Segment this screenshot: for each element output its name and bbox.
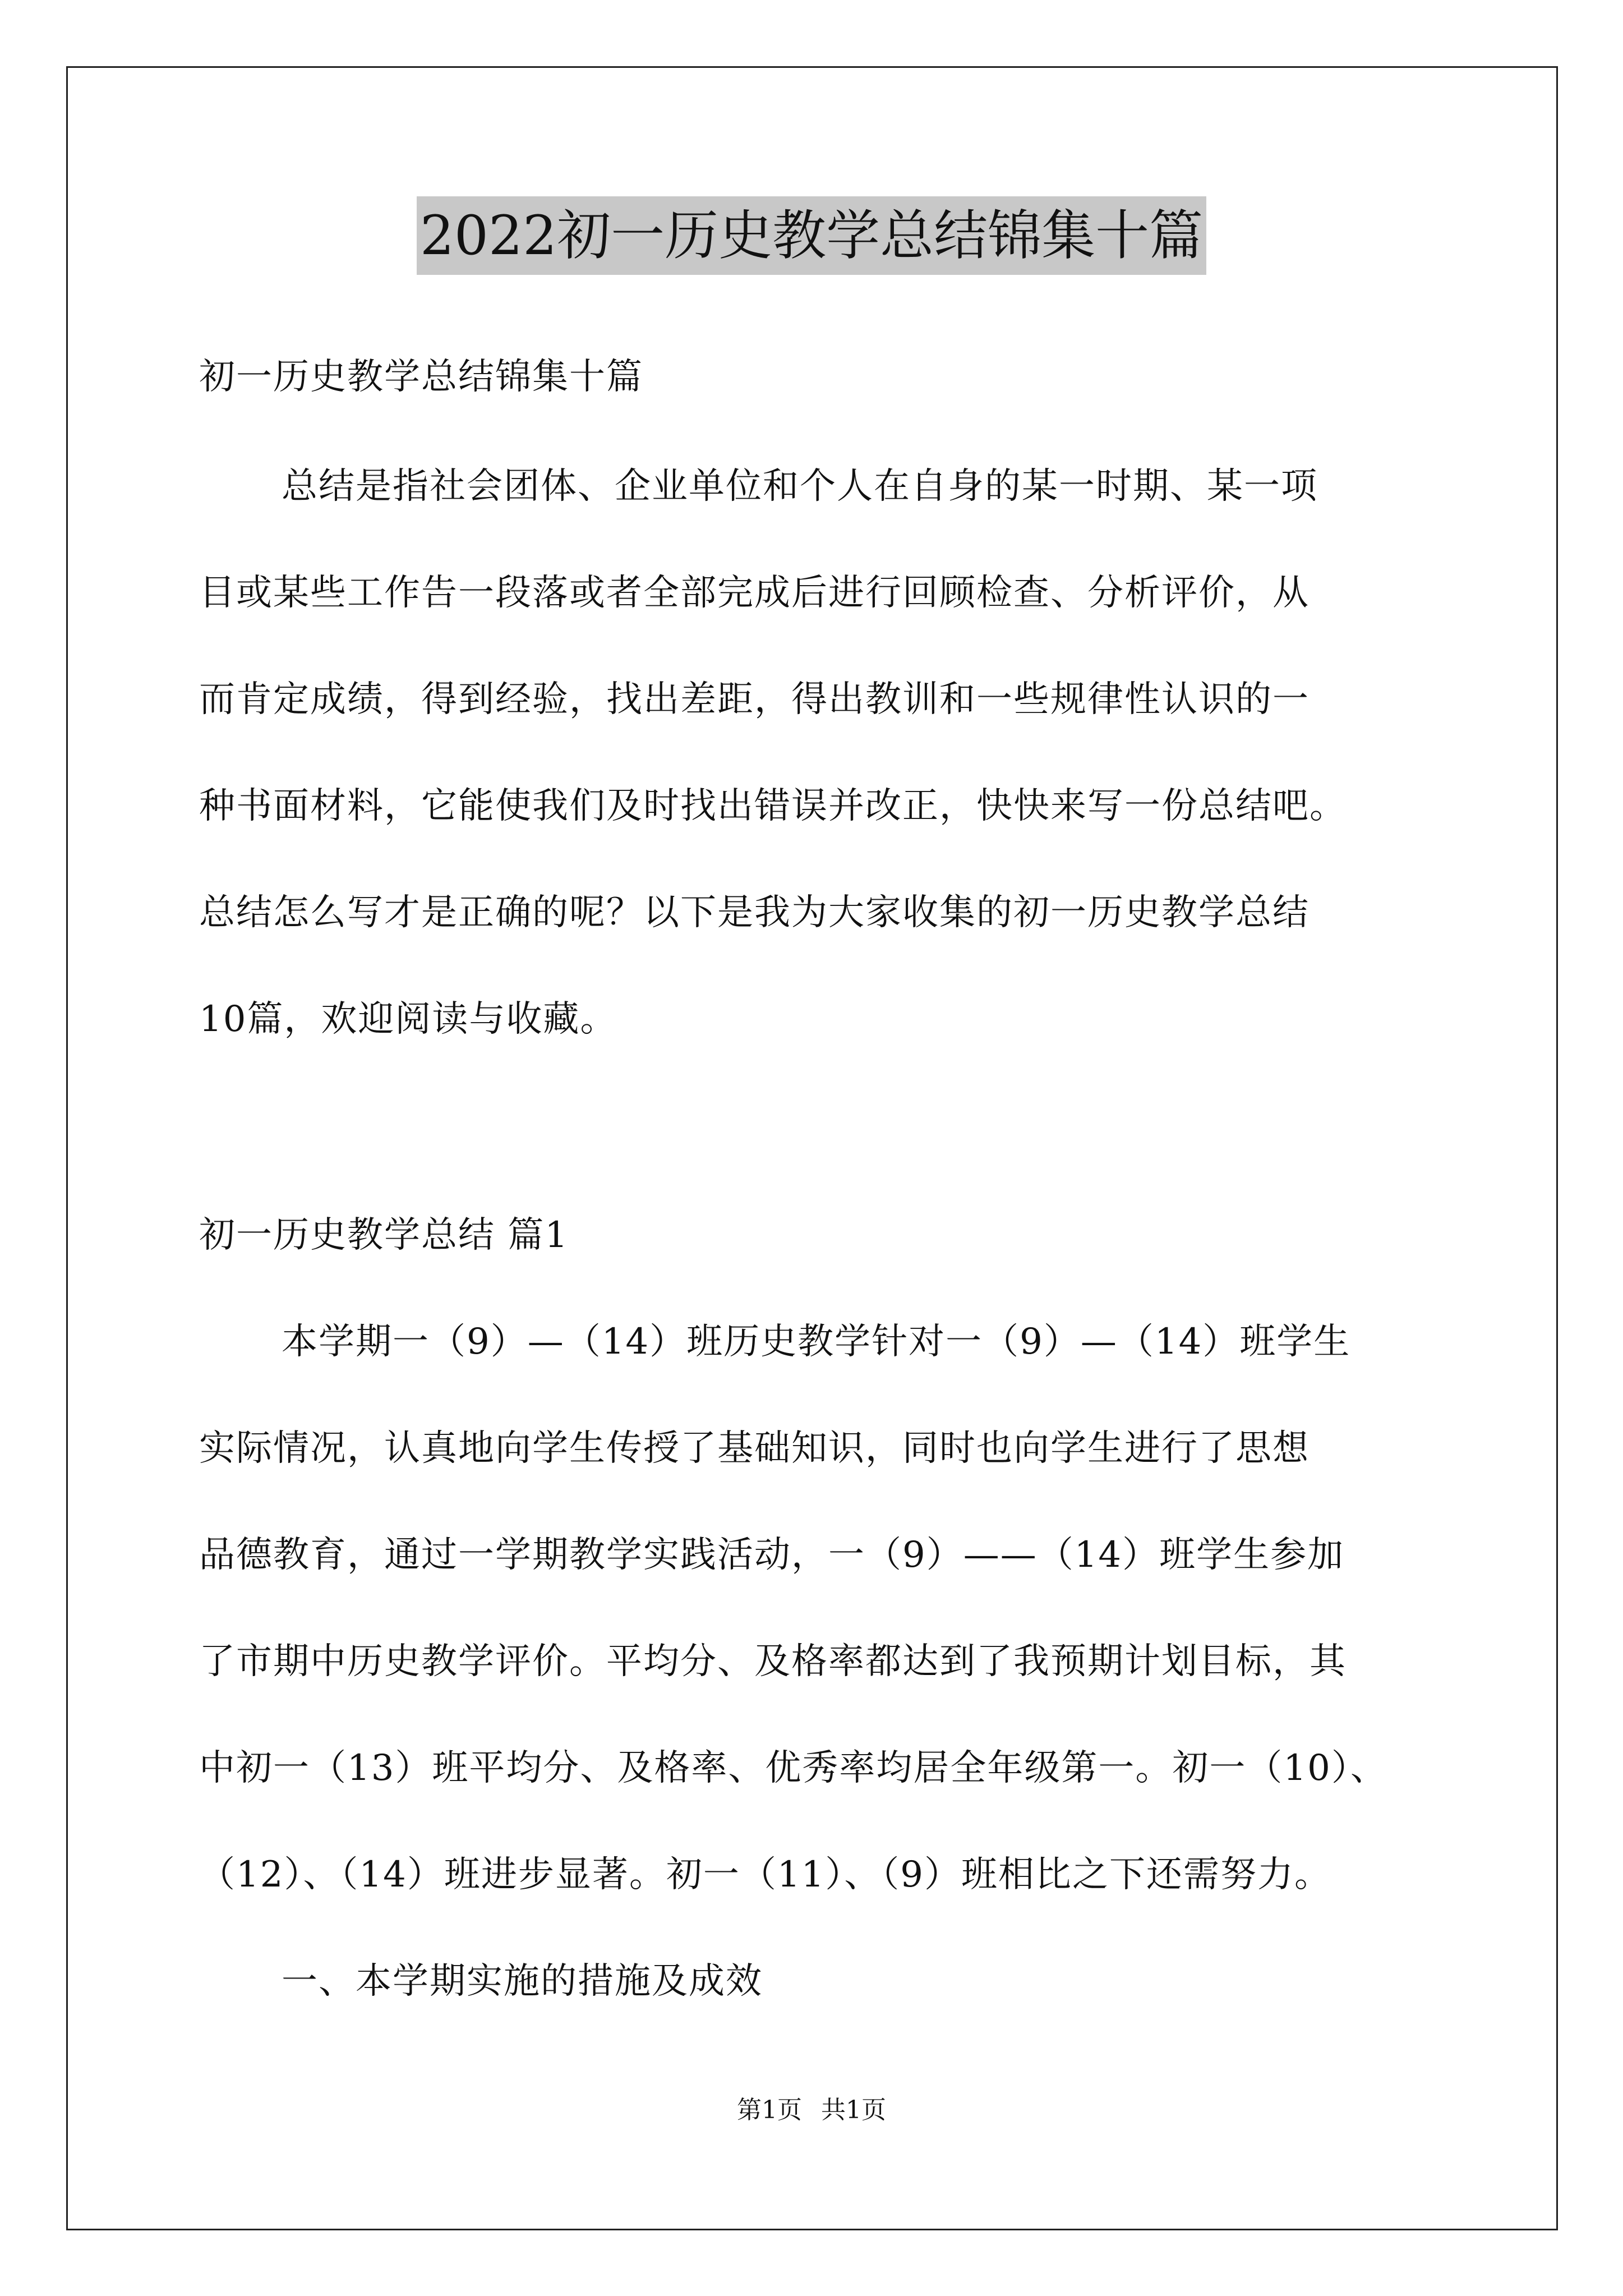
paragraph-line: 10篇，欢迎阅读与收藏。: [199, 999, 617, 1040]
paragraph-line: 了市期中历史教学评价。平均分、及格率都达到了我预期计划目标，其: [199, 1641, 1347, 1682]
page-footer: [0, 2098, 1623, 2123]
paragraph-line: 总结怎么写才是正确的呢？以下是我为大家收集的初一历史教学总结: [199, 892, 1310, 933]
paragraph-line: 总结是指社会团体、企业单位和个人在自身的某一时期、某一项: [282, 466, 1318, 507]
page-number: 第1页: [737, 2096, 802, 2124]
paragraph-line: 目或某些工作告一段落或者全部完成后进行回顾检查、分析评价，从: [199, 572, 1310, 614]
paragraph-line: 而肯定成绩，得到经验，找出差距，得出教训和一些规律性认识的一: [199, 679, 1310, 720]
paragraph-line: 实际情况，认真地向学生传授了基础知识，同时也向学生进行了思想: [199, 1428, 1310, 1469]
page-total: 共1页: [821, 2096, 886, 2124]
paragraph-line: 中初一（13）班平均分、及格率、优秀率均居全年级第一。初一（10）、: [199, 1747, 1387, 1789]
paragraph-line: 种书面材料，它能使我们及时找出错误并改正，快快来写一份总结吧。: [199, 785, 1347, 827]
paragraph-line: 品德教育，通过一学期教学实践活动，一（9）——（14）班学生参加: [199, 1534, 1345, 1576]
paragraph-line: 本学期一（9）—（14）班历史教学针对一（9）—（14）班学生: [282, 1321, 1351, 1363]
subtitle-line: 初一历史教学总结锦集十篇: [199, 356, 643, 398]
subsection-heading: 一、本学期实施的措施及成效: [282, 1961, 763, 2002]
document-title: 2022初一历史教学总结锦集十篇: [417, 196, 1206, 275]
document-title-block: [0, 196, 1623, 286]
paragraph-line: （12）、（14）班进步显著。初一（11）、（9）班相比之下还需努力。: [199, 1854, 1332, 1895]
section-heading: 初一历史教学总结 篇1: [199, 1214, 569, 1256]
